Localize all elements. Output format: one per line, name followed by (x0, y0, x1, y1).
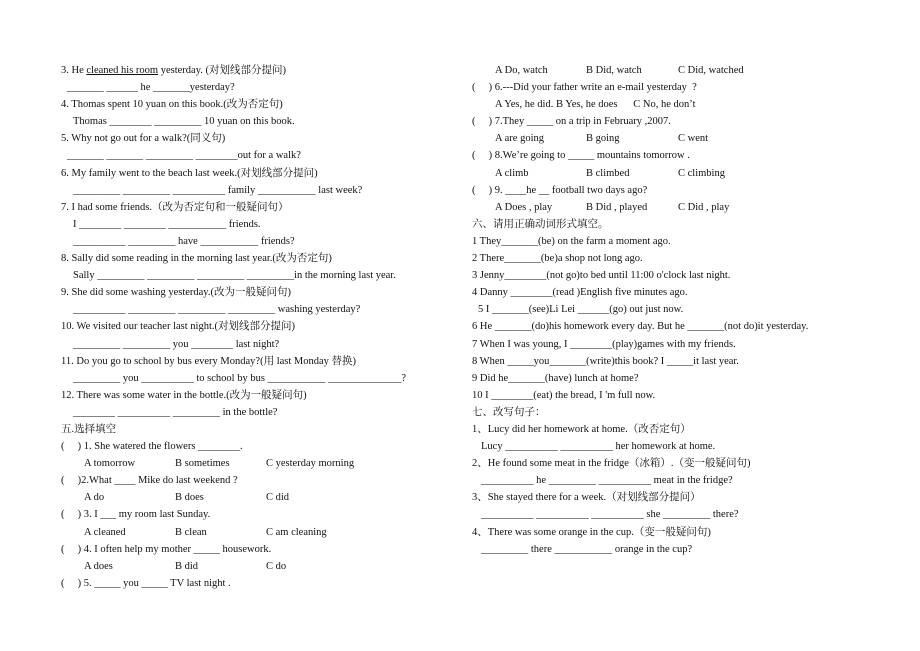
rewrite-3-answer: __________ __________ __________ she _________ there? (481, 509, 739, 521)
mc-8-option-a: A climb (495, 167, 529, 179)
mc-5-option-a: A Do, watch (495, 65, 548, 76)
fill-2: 2 There_______(be)a shop not long ago. (472, 253, 643, 265)
mc-9-option-b: B Did , played (586, 201, 648, 213)
mc-9-options (472, 199, 862, 216)
mc-4-option-a: A does (84, 560, 113, 572)
mc-5-stem: ( ) 5. _____ you _____ TV last night . (61, 577, 231, 589)
mc-6-options: A Yes, he did. B Yes, he does C No, he don’t (495, 99, 696, 111)
question-7: 7. I had some friends.（改为否定句和一般疑问句） (61, 201, 289, 213)
rewrite-4: 4、There was some orange in the cup.（变一般疑问句) (472, 526, 711, 538)
question-9: 9. She did some washing yesterday.(改为一般疑问句) (61, 287, 291, 299)
fill-9: 9 Did he_______(have) lunch at home? (472, 372, 639, 384)
mc-9-option-a: A Does , play (495, 201, 553, 213)
rewrite-3: 3、She stayed there for a week.（对划线部分提问） (472, 492, 701, 504)
left-column (61, 62, 461, 592)
mc-1-options (61, 455, 461, 472)
question-12: 12. There was some water in the bottle.(改为一般疑问句) (61, 389, 307, 401)
question-10: 10. We visited our teacher last night.(对划线部分提问) (61, 321, 295, 333)
question-10-answer: _________ _________ you ________ last night? (73, 338, 280, 350)
fill-8: 8 When _____you_______(write)this book? I _____it last year. (472, 355, 739, 367)
section-5-heading: 五.选择填空 (61, 423, 117, 435)
rewrite-1: 1、Lucy did her homework at home.（改否定句） (472, 423, 691, 435)
fill-10: 10 I ________(eat) the bread, I 'm full now. (472, 389, 656, 401)
question-11-answer: _________ you __________ to school by bus ___________ ______________? (73, 372, 407, 384)
mc-2-option-a: A do (84, 492, 105, 504)
question-5-answer: _______ _______ _________ ________out for a walk? (67, 150, 301, 162)
mc-7-option-c: C went (678, 133, 709, 145)
mc-8-stem: ( ) 8.We’re going to _____ mountains tomorrow . (472, 150, 690, 162)
mc-4-option-c: C do (266, 560, 287, 572)
fill-4: 4 Danny ________(read )English five minutes ago. (472, 287, 688, 299)
mc-3-option-a: A cleaned (84, 526, 126, 538)
question-3 (61, 62, 461, 79)
mc-1-option-b: B sometimes (175, 458, 230, 470)
mc-7-stem: ( ) 7.They _____ on a trip in February ,2007. (472, 116, 671, 128)
mc-8-options (472, 165, 862, 182)
fill-6: 6 He _______(do)his homework every day. But he _______(not do)it yesterday. (472, 321, 809, 333)
question-12-answer: ________ __________ _________ in the bottle? (73, 406, 278, 418)
question-4: 4. Thomas spent 10 yuan on this book.(改为否定句) (61, 99, 283, 111)
question-7-answer-2: __________ _________ have ___________ friends? (73, 235, 295, 247)
question-3-instruction: yesterday. (对划线部分提问) (158, 65, 287, 76)
section-7-heading: 七、改写句子： (472, 406, 546, 418)
question-3-underlined: cleaned his room (86, 65, 159, 76)
mc-2-stem: ( )2.What ____ Mike do last weekend ? (61, 475, 238, 487)
question-3-answer: _______ ______ he _______yesterday? (67, 82, 235, 94)
question-5: 5. Why not go out for a walk?(同义句) (61, 133, 226, 145)
mc-4-stem: ( ) 4. I often help my mother _____ housework. (61, 543, 272, 555)
mc-6-stem: ( ) 6.---Did your father write an e-mail yesterday ? (472, 82, 697, 94)
question-11: 11. Do you go to school by bus every Monday?(用 last Monday 替换) (61, 355, 357, 367)
question-7-answer-1: I ________ ________ ___________ friends. (73, 218, 261, 230)
question-9-answer: __________ _________ _________ _________ washing yesterday? (73, 304, 361, 316)
question-6: 6. My family went to the beach last week.(对划线部分提问) (61, 167, 318, 179)
mc-3-stem: ( ) 3. I ___ my room last Sunday. (61, 509, 211, 521)
question-8: 8. Sally did some reading in the morning last year.(改为否定句) (61, 253, 332, 265)
question-3-text: 3. He (61, 65, 87, 76)
rewrite-4-answer: _________ there ___________ orange in the cup? (481, 543, 693, 555)
mc-9-option-c: C Did , play (678, 201, 730, 213)
section-6-heading: 六、请用正确动词形式填空。 (472, 218, 609, 230)
mc-4-options (61, 558, 461, 575)
mc-5-option-c: C Did, watched (678, 65, 744, 76)
question-8-answer: Sally _________ _________ _________ _________in the morning last year. (73, 270, 396, 282)
mc-5-options (472, 62, 862, 79)
mc-7-option-a: A are going (495, 133, 544, 145)
fill-5: 5 I _______(see)Li Lei ______(go) out just now. (478, 304, 684, 316)
mc-3-option-c: C am cleaning (266, 526, 327, 538)
mc-7-options (472, 130, 862, 147)
mc-1-option-a: A tomorrow (84, 458, 136, 470)
mc-1-stem: ( ) 1. She watered the flowers ________. (61, 441, 243, 453)
fill-3: 3 Jenny________(not go)to bed until 11:00 o'clock last night. (472, 270, 731, 282)
mc-4-option-b: B did (175, 560, 199, 572)
question-4-answer: Thomas ________ _________ 10 yuan on this book. (73, 116, 295, 128)
mc-2-option-c: C did (266, 492, 290, 504)
mc-1-option-c: C yesterday morning (266, 458, 355, 470)
mc-7-option-b: B going (586, 133, 620, 145)
fill-7: 7 When I was young, I ________(play)games with my friends. (472, 338, 736, 350)
mc-9-stem: ( ) 9. ____he __ football two days ago? (472, 184, 648, 196)
right-column (472, 62, 862, 558)
mc-2-option-b: B does (175, 492, 204, 504)
fill-1: 1 They_______(be) on the farm a moment ago. (472, 235, 671, 247)
mc-5-option-b: B Did, watch (586, 65, 642, 76)
mc-3-option-b: B clean (175, 526, 207, 538)
rewrite-2-answer: __________ he _________ __________ meat in the fridge? (481, 475, 733, 487)
rewrite-2: 2、He found some meat in the fridge（冰箱）.（变一般疑问句) (472, 458, 751, 470)
question-6-answer: _________ _________ __________ family ___________ last week? (73, 184, 363, 196)
mc-2-options (61, 489, 461, 506)
mc-8-option-b: B climbed (586, 167, 630, 179)
rewrite-1-answer: Lucy __________ __________ her homework at home. (481, 441, 716, 453)
mc-3-options (61, 524, 461, 541)
mc-8-option-c: C climbing (678, 167, 725, 179)
